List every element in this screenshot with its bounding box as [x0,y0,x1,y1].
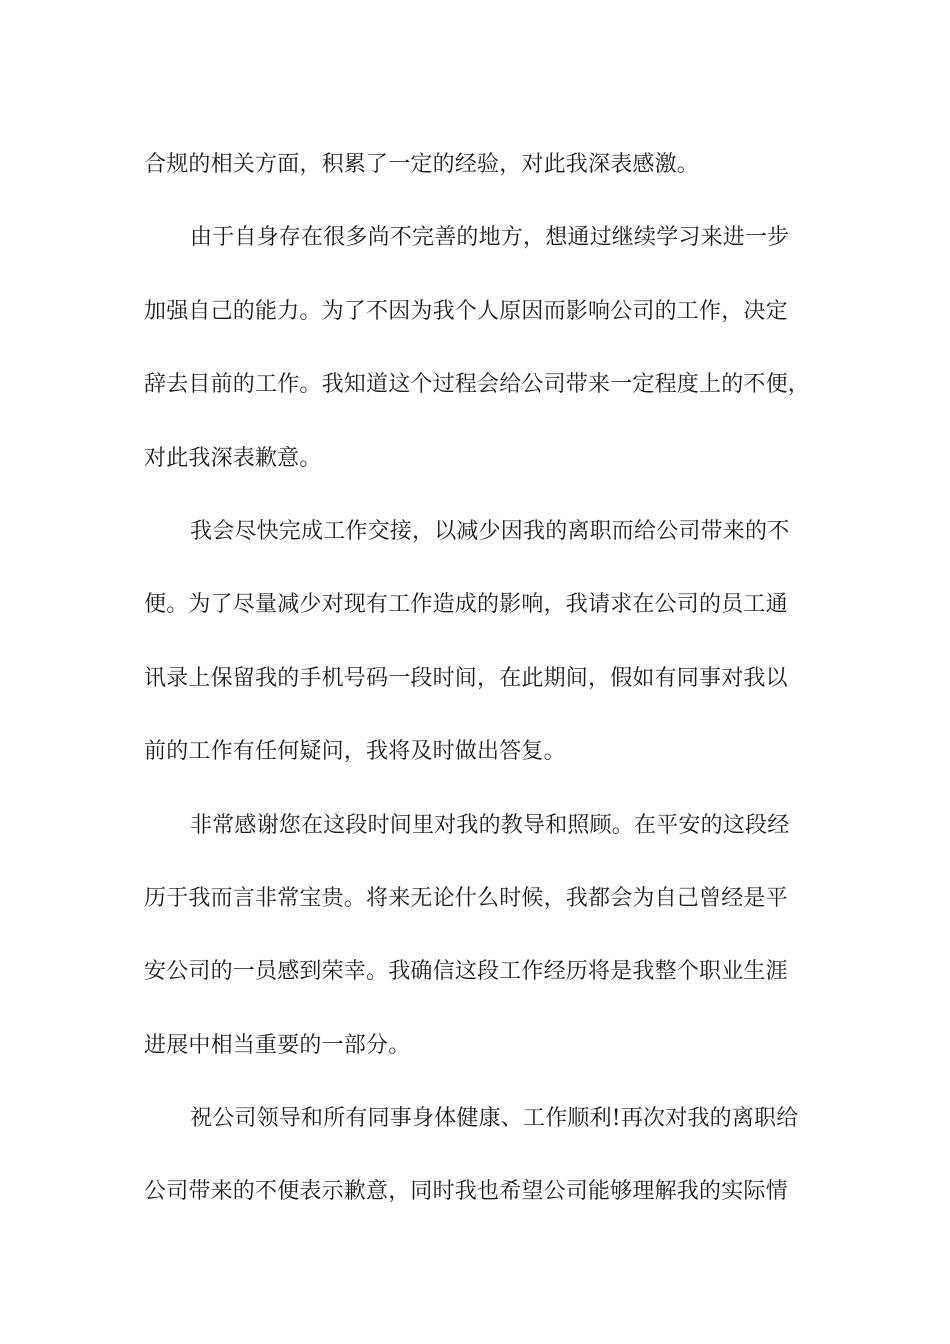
text-line: 历于我而言非常宝贵。将来无论什么时候，我都会为自己曾经是平 [144,885,788,911]
text-line: 讯录上保留我的手机号码一段时间，在此期间，假如有同事对我以 [144,665,788,691]
text-line: 公司带来的不便表示歉意，同时我也希望公司能够理解我的实际情 [144,1179,788,1205]
text-line: 加强自己的能力。为了不因为我个人原因而影响公司的工作，决定 [144,298,788,324]
text-line: 我会尽快完成工作交接，以减少因我的离职而给公司带来的不 [190,518,790,544]
text-line: 非常感谢您在这段时间里对我的教导和照顾。在平安的这段经 [190,812,790,838]
text-line: 前的工作有任何疑问，我将及时做出答复。 [144,739,566,765]
text-line: 辞去目前的工作。我知道这个过程会给公司带来一定程度上的不便， [144,372,811,398]
document-body [144,128,824,1229]
text-line: 便。为了尽量减少对现有工作造成的影响，我请求在公司的员工通 [144,592,788,618]
text-line: 祝公司领导和所有同事身体健康、工作顺利!再次对我的离职给 [190,1106,799,1132]
text-line: 合规的相关方面，积累了一定的经验，对此我深表感激。 [144,152,700,177]
text-line: 进展中相当重要的一部分。 [144,1032,411,1058]
text-line: 安公司的一员感到荣幸。我确信这段工作经历将是我整个职业生涯 [144,959,788,985]
text-line: 对此我深表歉意。 [144,445,322,471]
text-line: 由于自身存在很多尚不完善的地方，想通过继续学习来进一步 [190,225,790,251]
